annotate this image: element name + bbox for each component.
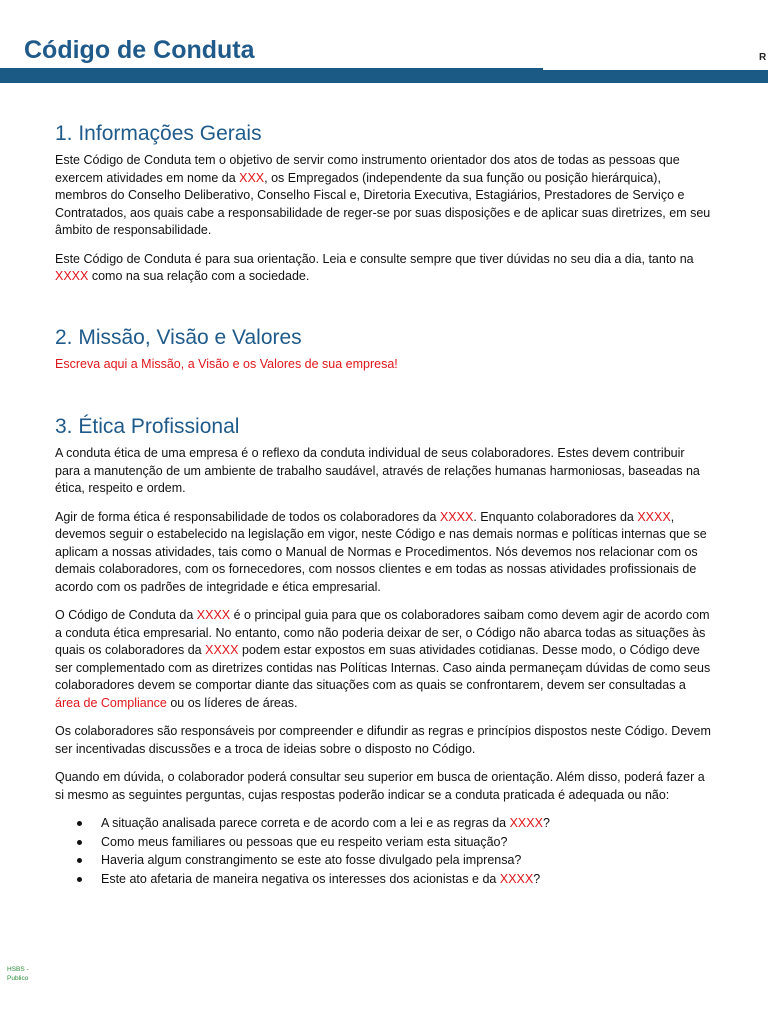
section-heading: 2. Missão, Visão e Valores — [55, 325, 302, 349]
paragraph — [55, 769, 711, 804]
highlight-text: XXXX — [509, 816, 543, 830]
text-segment: Quando em dúvida, o colaborador poderá consultar seu superior em busca de orientação. Além disso, poderá fazer a si mesmo as seguintes perguntas, cujas respostas poderão indicar se a conduta praticada é adequada ou não: — [55, 770, 705, 802]
document-body — [55, 120, 711, 889]
highlight-text: área de Compliance — [55, 695, 167, 710]
highlight-text: Escreva aqui a Missão, a Visão e os Valores de sua empresa! — [55, 356, 398, 371]
classification-footer — [7, 965, 29, 983]
text-segment: Haveria algum constrangimento se este ato fosse divulgado pela imprensa? — [101, 853, 522, 867]
bullet-icon — [77, 840, 82, 845]
list-item — [77, 871, 711, 889]
highlight-text: XXXX — [196, 608, 231, 622]
highlight-text: XXXX — [55, 269, 89, 283]
footer-line-2: Publico — [7, 975, 29, 982]
text-segment: , os Empregados (independente da sua função ou posição hierárquica), membros do Conselho Deliberativo, Conselho Fiscal e, Diretoria Executiva, Estagiários, Prestadores de Serviço e Contratados, aos quais cabe a responsabilidade de reger-se por suas disposições e de aplicar suas diretrizes, em seu âmbito de responsabilidade. — [55, 170, 711, 237]
text-segment: Como meus familiares ou pessoas que eu respeito veriam esta situação? — [101, 834, 508, 849]
text-segment: O Código de Conduta da — [55, 608, 197, 622]
highlight-text: XXX — [239, 170, 265, 185]
header-bar — [0, 70, 768, 83]
text-segment: A situação analisada parece correta e de acordo com a lei e as regras da — [101, 816, 510, 830]
paragraph — [55, 251, 711, 286]
text-segment: ou os líderes de áreas. — [166, 695, 298, 710]
bullet-icon — [77, 877, 82, 882]
list-item — [77, 834, 711, 852]
text-segment: , devemos seguir o estabelecido na legislação em vigor, neste Código e nas demais normas e políticas internas que se aplicam a nossas atividades, tais como o Manual de Normas e Procedimentos. Nós devemos nos relacionar com os demais colaboradores, com os fornecedores, com nossos clientes e em todas as nossas atividades profissionais de acordo com os padrões de integridade e ética empresarial. — [55, 509, 707, 594]
highlight-text: XXXX — [439, 509, 474, 524]
highlight-text: XXXX — [637, 509, 671, 524]
header-corner-text: R — [759, 52, 767, 63]
document-title: Código de Conduta — [24, 36, 255, 64]
bullet-icon — [77, 858, 82, 863]
text-segment: Agir de forma ética é responsabilidade de todos os colaboradores da — [55, 509, 440, 524]
text-segment: . Enquanto colaboradores da — [473, 509, 638, 524]
paragraph — [55, 509, 711, 597]
section-heading: 1. Informações Gerais — [55, 122, 262, 145]
highlight-text: XXXX — [205, 643, 239, 657]
text-segment: podem estar expostos em suas atividades cotidianas. Desse modo, o Código deve ser complementado com as diretrizes contidas nas Políticas Internas. Caso ainda permaneçam dúvidas de como seus colaboradores devem se comportar diante das situações com as quais se confrontarem, devem ser consultadas a — [55, 643, 711, 692]
text-segment: Este Código de Conduta tem o objetivo de servir como instrumento orientador dos atos de todas as pessoas que exercem atividades em nome da — [55, 153, 680, 185]
highlight-text: XXXX — [499, 871, 534, 886]
text-segment: como na sua relação com a sociedade. — [88, 269, 310, 283]
section-heading: 3. Ética Profissional — [55, 415, 240, 438]
paragraph — [55, 152, 711, 240]
bullet-list — [55, 815, 711, 888]
paragraph — [55, 607, 711, 712]
text-segment: A conduta ética de uma empresa é o reflexo da conduta individual de seus colaboradores. Estes devem contribuir para a manutenção de um ambiente de trabalho saudável, através de relações humanas harmoniosas, baseadas na ética, respeito e ordem. — [55, 446, 700, 495]
text-segment: ? — [542, 816, 550, 830]
paragraph — [55, 356, 711, 374]
list-item — [77, 815, 711, 833]
paragraph — [55, 445, 711, 498]
text-segment: é o principal guia para que os colaboradores saibam como devem agir de acordo com a conduta ética empresarial. No entanto, como não poderia deixar de ser, o Código não abarca todas as situações às quais os colaboradores da — [55, 608, 710, 657]
footer-line-1: HSBS - — [7, 966, 29, 973]
paragraph — [55, 723, 711, 758]
list-item — [77, 852, 711, 870]
text-segment: ? — [533, 871, 541, 886]
text-segment: Este ato afetaria de maneira negativa os interesses dos acionistas e da — [101, 871, 500, 886]
text-segment: Os colaboradores são responsáveis por compreender e difundir as regras e princípios dispostos neste Código. Devem ser incentivadas discussões e a troca de ideias sobre o disposto no Código. — [55, 724, 711, 756]
text-segment: Este Código de Conduta é para sua orientação. Leia e consulte sempre que tiver dúvidas no seu dia a dia, tanto na — [55, 251, 694, 266]
bullet-icon — [77, 821, 82, 826]
